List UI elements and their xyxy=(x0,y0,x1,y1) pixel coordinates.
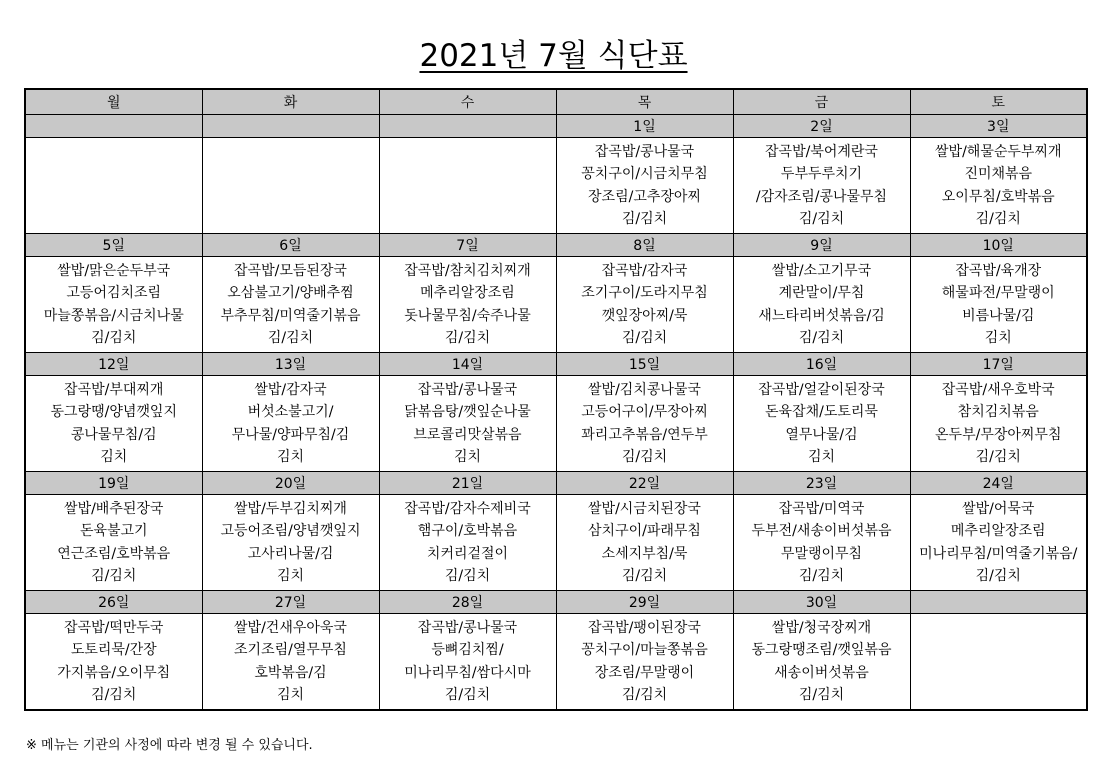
menu-item: 김/김치 xyxy=(444,687,491,703)
date-cell: 29일 xyxy=(556,591,733,614)
menu-item: 김/김치 xyxy=(798,687,845,703)
menu-item: 김/김치 xyxy=(975,449,1021,465)
menu-item: 돈육잡채/도토리묵 xyxy=(765,404,878,420)
menu-item: 장조림/무말랭이 xyxy=(594,664,695,681)
menu-row xyxy=(25,495,1087,591)
menu-item: 꽁치구이/시금치무침 xyxy=(581,166,708,182)
menu-cell xyxy=(25,376,202,472)
menu-item: 가지볶음/오이무침 xyxy=(57,664,171,681)
date-cell: 9일 xyxy=(733,234,910,257)
footnote: ※ 메뉴는 기관의 사정에 따라 변경 될 수 있습니다. xyxy=(26,738,313,753)
menu-item: 잡곡밥/미역국 xyxy=(778,500,865,517)
menu-item: 잡곡밥/콩나물국 xyxy=(417,619,518,636)
menu-cell xyxy=(379,138,556,234)
menu-cell xyxy=(202,376,379,472)
menu-item: 열무나물/김 xyxy=(785,426,858,443)
menu-item: 소세지부침/묵 xyxy=(601,545,688,562)
date-row xyxy=(25,234,1087,257)
menu-item: 쌀밥/해물순두부찌개 xyxy=(935,143,1062,160)
menu-cell xyxy=(25,614,202,711)
page-title-text: 2021년 7월 식단표 xyxy=(419,38,688,74)
menu-item: 김/김치 xyxy=(798,330,845,346)
menu-cell xyxy=(910,614,1087,711)
date-row xyxy=(25,591,1087,614)
menu-item: 잡곡밥/팽이된장국 xyxy=(588,619,701,636)
menu-item: 쌀밥/청국장찌개 xyxy=(771,619,872,636)
menu-cell xyxy=(733,138,910,234)
day-header-wed: 수 xyxy=(379,89,556,115)
menu-cell xyxy=(379,376,556,472)
date-cell: 22일 xyxy=(556,472,733,495)
menu-row xyxy=(25,376,1087,472)
day-header-thu: 목 xyxy=(556,89,733,115)
day-header-sat: 토 xyxy=(910,89,1087,115)
menu-item: 고등어구이/무장아찌 xyxy=(581,404,708,420)
menu-item: 돈육불고기 xyxy=(79,523,148,539)
date-cell: 14일 xyxy=(379,353,556,376)
menu-cell xyxy=(733,614,910,711)
day-header-row xyxy=(25,89,1087,115)
menu-item: 장조림/고추장아찌 xyxy=(588,188,701,205)
menu-cell xyxy=(202,614,379,711)
date-cell: 3일 xyxy=(910,115,1087,138)
menu-item: 김치 xyxy=(276,449,305,465)
menu-item: 닭볶음탕/깻잎순나물 xyxy=(404,404,531,420)
menu-cell xyxy=(733,376,910,472)
menu-item: 미나리무침/쌈다시마 xyxy=(404,664,531,681)
menu-item: 김치 xyxy=(100,449,128,465)
menu-cell xyxy=(202,257,379,353)
menu-item: 김/김치 xyxy=(621,568,668,584)
menu-row xyxy=(25,257,1087,353)
menu-item: 쌀밥/두부김치찌개 xyxy=(234,500,347,517)
menu-item: 잡곡밥/얼갈이된장국 xyxy=(758,381,885,398)
date-cell: 12일 xyxy=(25,353,202,376)
menu-row xyxy=(25,614,1087,711)
menu-cell xyxy=(202,138,379,234)
menu-item: 부추무침/미역줄기볶음 xyxy=(220,307,361,324)
menu-cell xyxy=(379,257,556,353)
menu-item: 쌀밥/소고기무국 xyxy=(771,262,872,279)
menu-item: 쌀밥/배추된장국 xyxy=(64,500,164,517)
menu-item: 비름나물/김 xyxy=(962,307,1035,324)
menu-item: /감자조림/콩나물무침 xyxy=(755,188,888,205)
menu-item: 삼치구이/파래무침 xyxy=(588,523,701,539)
menu-item: 돗나물무침/숙주나물 xyxy=(404,307,531,324)
menu-item: 김치 xyxy=(807,449,836,465)
menu-item: 진미채볶음 xyxy=(964,166,1033,182)
menu-cell xyxy=(556,257,733,353)
day-header-mon: 월 xyxy=(25,89,202,115)
menu-item: 잡곡밥/모듬된장국 xyxy=(234,262,347,279)
menu-cell xyxy=(25,257,202,353)
date-cell xyxy=(202,115,379,138)
menu-item: 메추리알장조림 xyxy=(950,523,1046,539)
menu-item: 김/김치 xyxy=(621,330,668,346)
menu-cell xyxy=(25,495,202,591)
menu-item: 동그랑땡조림/깻잎볶음 xyxy=(751,642,892,658)
meal-plan-table xyxy=(24,88,1088,711)
menu-item: 잡곡밥/콩나물국 xyxy=(594,143,695,160)
date-cell xyxy=(379,115,556,138)
menu-cell xyxy=(379,495,556,591)
menu-item: 꽁치구이/마늘쫑볶음 xyxy=(581,642,708,658)
menu-item: 호박볶음/김 xyxy=(254,664,327,681)
menu-item: 연근조림/호박볶음 xyxy=(57,545,171,562)
date-cell: 17일 xyxy=(910,353,1087,376)
date-cell: 30일 xyxy=(733,591,910,614)
menu-item: 꽈리고추볶음/연두부 xyxy=(581,426,708,443)
menu-item: 두부두루치기 xyxy=(780,166,863,182)
menu-item: 김/김치 xyxy=(621,211,668,227)
menu-item: 잡곡밥/북어계란국 xyxy=(765,143,878,160)
menu-item: 김치 xyxy=(276,687,305,703)
date-cell: 26일 xyxy=(25,591,202,614)
menu-item: 마늘쫑볶음/시금치나물 xyxy=(43,307,184,324)
date-cell: 28일 xyxy=(379,591,556,614)
menu-cell xyxy=(379,614,556,711)
menu-cell xyxy=(25,138,202,234)
menu-item: 쌀밥/감자국 xyxy=(254,381,327,398)
date-row xyxy=(25,353,1087,376)
menu-item: 잡곡밥/참치김치찌개 xyxy=(404,262,531,279)
date-cell: 1일 xyxy=(556,115,733,138)
date-cell: 21일 xyxy=(379,472,556,495)
menu-item: 계란말이/무침 xyxy=(778,285,865,301)
menu-item: 고등어김치조림 xyxy=(66,285,162,301)
menu-item: 잡곡밥/감자국 xyxy=(601,262,688,279)
menu-item: 김/김치 xyxy=(975,568,1021,584)
date-row xyxy=(25,115,1087,138)
date-cell: 15일 xyxy=(556,353,733,376)
menu-item: 두부전/새송이버섯볶음 xyxy=(751,523,892,539)
date-cell: 10일 xyxy=(910,234,1087,257)
menu-item: 치커리겉절이 xyxy=(426,545,509,562)
menu-item: 해물파전/무말랭이 xyxy=(941,285,1055,301)
menu-cell xyxy=(910,138,1087,234)
date-cell: 19일 xyxy=(25,472,202,495)
menu-item: 김/김치 xyxy=(798,211,845,227)
menu-item: 도토리묵/간장 xyxy=(70,642,157,658)
menu-item: 콩나물무침/김 xyxy=(70,426,157,443)
menu-item: 버섯소불고기/ xyxy=(247,404,334,420)
menu-item: 잡곡밥/콩나물국 xyxy=(417,381,518,398)
menu-item: 잡곡밥/부대찌개 xyxy=(64,381,164,398)
menu-item: 김/김치 xyxy=(798,568,845,584)
date-cell xyxy=(25,115,202,138)
menu-item: 쌀밥/맑은순두부국 xyxy=(57,262,171,279)
menu-item: 등뼈김치찜/ xyxy=(431,642,504,658)
date-cell: 23일 xyxy=(733,472,910,495)
menu-item: 온두부/무장아찌무침 xyxy=(935,426,1062,443)
date-cell xyxy=(910,591,1087,614)
menu-item: 잡곡밥/새우호박국 xyxy=(941,381,1055,398)
menu-item: 햄구이/호박볶음 xyxy=(417,523,518,539)
menu-item: 잡곡밥/감자수제비국 xyxy=(404,500,531,517)
menu-cell xyxy=(910,495,1087,591)
menu-item: 김치 xyxy=(276,568,305,584)
date-cell: 5일 xyxy=(25,234,202,257)
menu-item: 잡곡밥/떡만두국 xyxy=(64,619,164,636)
menu-item: 김/김치 xyxy=(267,330,314,346)
menu-item: 쌀밥/건새우아욱국 xyxy=(234,619,347,636)
menu-cell xyxy=(556,495,733,591)
menu-item: 오삼불고기/양배추찜 xyxy=(227,285,354,301)
menu-item: 김/김치 xyxy=(91,330,137,346)
menu-cell xyxy=(733,257,910,353)
menu-item: 김/김치 xyxy=(91,568,137,584)
menu-item: 김/김치 xyxy=(621,687,668,703)
menu-cell xyxy=(556,376,733,472)
date-cell: 2일 xyxy=(733,115,910,138)
menu-item: 김/김치 xyxy=(91,687,137,703)
date-row xyxy=(25,472,1087,495)
menu-row xyxy=(25,138,1087,234)
menu-item: 새느타리버섯볶음/김 xyxy=(758,307,885,324)
date-cell: 27일 xyxy=(202,591,379,614)
menu-item: 김/김치 xyxy=(975,211,1021,227)
date-cell: 20일 xyxy=(202,472,379,495)
menu-cell xyxy=(556,614,733,711)
menu-cell xyxy=(910,257,1087,353)
menu-item: 김치 xyxy=(984,330,1012,346)
menu-item: 조기조림/열무무침 xyxy=(234,642,347,658)
date-cell: 8일 xyxy=(556,234,733,257)
menu-item: 김치 xyxy=(453,449,482,465)
date-cell: 6일 xyxy=(202,234,379,257)
menu-cell xyxy=(202,495,379,591)
page-title xyxy=(0,36,1107,76)
menu-item: 메추리알장조림 xyxy=(420,285,515,301)
menu-item: 김/김치 xyxy=(444,330,491,346)
menu-item: 오이무침/호박볶음 xyxy=(941,188,1055,205)
menu-item: 잡곡밥/육개장 xyxy=(955,262,1042,279)
menu-item: 참치김치볶음 xyxy=(957,404,1039,420)
menu-item: 새송이버섯볶음 xyxy=(774,664,869,681)
menu-item: 고등어조림/양념깻잎지 xyxy=(220,523,361,539)
menu-item: 쌀밥/시금치된장국 xyxy=(588,500,701,517)
menu-item: 동그랑땡/양념깻잎지 xyxy=(50,404,177,420)
menu-item: 조기구이/도라지무침 xyxy=(581,285,708,301)
date-cell: 16일 xyxy=(733,353,910,376)
menu-item: 쌀밥/김치콩나물국 xyxy=(588,381,701,398)
menu-item: 김/김치 xyxy=(444,568,491,584)
menu-item: 김/김치 xyxy=(621,449,668,465)
menu-cell xyxy=(556,138,733,234)
menu-item: 무말랭이무침 xyxy=(780,545,863,562)
menu-item: 쌀밥/어묵국 xyxy=(962,500,1035,517)
menu-cell xyxy=(910,376,1087,472)
day-header-tue: 화 xyxy=(202,89,379,115)
menu-item: 깻잎장아찌/묵 xyxy=(601,307,688,324)
date-cell: 13일 xyxy=(202,353,379,376)
menu-item: 고사리나물/김 xyxy=(247,545,334,562)
date-cell: 7일 xyxy=(379,234,556,257)
menu-item: 브로콜리맛살볶음 xyxy=(413,426,522,443)
menu-cell xyxy=(733,495,910,591)
date-cell: 24일 xyxy=(910,472,1087,495)
menu-item: 미나리무침/미역줄기볶음/ xyxy=(919,545,1078,562)
menu-item: 무나물/양파무침/김 xyxy=(231,426,350,443)
weeks-body xyxy=(25,115,1087,711)
day-header-fri: 금 xyxy=(733,89,910,115)
